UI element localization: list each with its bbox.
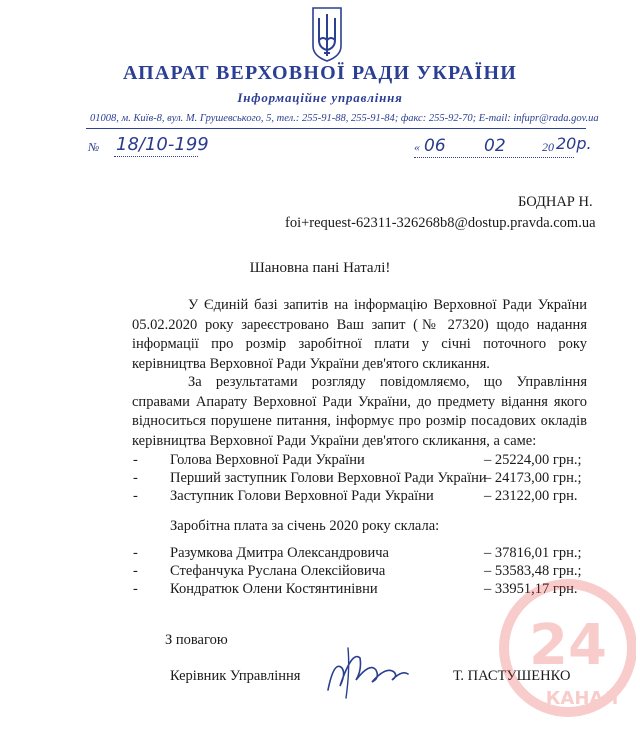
watermark-number: 24 bbox=[529, 613, 607, 678]
payment-name: Стефанчука Руслана Олексійовича bbox=[170, 563, 386, 579]
registration-number-line bbox=[114, 156, 198, 157]
signer-role: Керівник Управління bbox=[170, 668, 301, 684]
department-name: Інформаційне управління bbox=[237, 90, 403, 105]
salary-row bbox=[0, 470, 640, 488]
contact-address: 01008, м. Київ-8, вул. М. Грушевського, 5, тел.: 255-91-88, 255-91-84; факс: 255-92-70; E-mail: infupr@rada.gov.ua bbox=[90, 113, 599, 124]
list-dash: - bbox=[133, 488, 138, 504]
list-dash: - bbox=[133, 470, 138, 486]
organization-title: АПАРАТ ВЕРХОВНОЇ РАДИ УКРАЇНИ bbox=[122, 62, 518, 84]
channel-24-watermark-icon bbox=[486, 576, 636, 726]
trident-emblem-icon bbox=[309, 6, 345, 62]
date-year-handwritten: 20р. bbox=[556, 134, 592, 153]
list-dash: - bbox=[133, 581, 138, 597]
payment-amount: – 53583,48 грн.; bbox=[484, 563, 582, 579]
salary-intro: Заробітна плата за січень 2020 року склала: bbox=[170, 518, 440, 534]
payment-amount: – 37816,01 грн.; bbox=[484, 545, 582, 561]
salary-position: Перший заступник Голови Верховної Ради України bbox=[170, 470, 487, 486]
payment-name: Кондратюк Олени Костянтинівни bbox=[170, 581, 378, 597]
registration-number-prefix: № bbox=[88, 140, 100, 154]
salary-row bbox=[0, 488, 640, 506]
watermark-label: КАНАЛ bbox=[545, 688, 619, 709]
handwritten-signature-icon bbox=[322, 640, 412, 700]
date-month: 02 bbox=[484, 136, 506, 156]
payment-name: Разумкова Дмитра Олександровича bbox=[170, 545, 389, 561]
greeting: Шановна пані Наталі! bbox=[249, 260, 391, 276]
date-day: 06 bbox=[424, 136, 446, 156]
payment-amount: – 33951,17 грн. bbox=[484, 581, 578, 597]
date-prefix: « bbox=[414, 140, 420, 154]
salary-amount: – 24173,00 грн.; bbox=[484, 470, 582, 486]
closing-phrase: З повагою bbox=[165, 632, 228, 648]
salary-amount: – 25224,00 грн.; bbox=[484, 452, 582, 468]
paragraph-results: За результатами розгляду повідомляємо, що Управління справами Апарату Верховної Ради України, до предмету відання якого відноситься порушене питання, інформує про розмір посадових окладів керівництва Верховної Ради України дев'ятого скликання, а саме: bbox=[132, 374, 587, 449]
paragraph-request: У Єдиній базі запитів на інформацію Верховної Ради України 05.02.2020 року зареєстровано Ваш запит (№ 27320) щодо надання інформації про розмір заробітної плати у січні поточного року керівництва Верховної Ради України дев'ятого скликання. bbox=[132, 297, 587, 372]
date-line bbox=[414, 157, 574, 158]
salary-amount: – 23122,00 грн. bbox=[484, 488, 578, 504]
recipient-email: foi+request-62311-326268b8@dostup.pravda.com.ua bbox=[285, 215, 596, 231]
letterhead-divider bbox=[86, 128, 586, 129]
list-dash: - bbox=[133, 563, 138, 579]
date-year-prefix: 20 bbox=[542, 140, 554, 154]
list-dash: - bbox=[133, 545, 138, 561]
payment-row bbox=[0, 545, 640, 563]
salary-row bbox=[0, 452, 640, 470]
list-dash: - bbox=[133, 452, 138, 468]
salary-position: Заступник Голови Верховної Ради України bbox=[170, 488, 434, 504]
recipient-name: БОДНАР Н. bbox=[518, 194, 593, 210]
registration-number: 18/10-199 bbox=[116, 134, 209, 155]
signer-name: Т. ПАСТУШЕНКО bbox=[453, 668, 571, 684]
salary-position: Голова Верховної Ради України bbox=[170, 452, 365, 468]
